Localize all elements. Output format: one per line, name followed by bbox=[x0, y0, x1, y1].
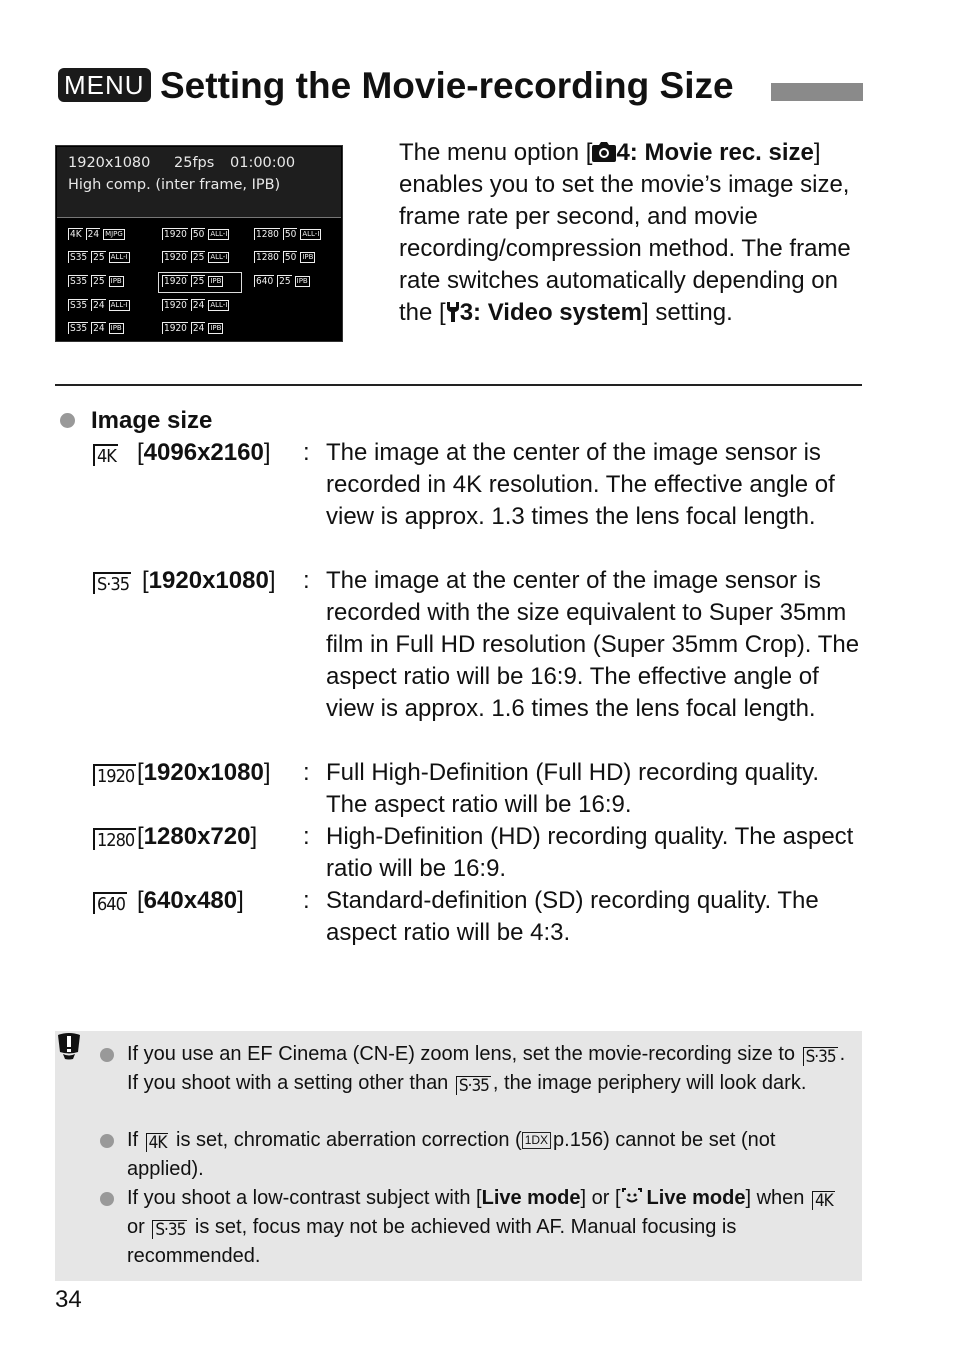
screen-time: 01:00:00 bbox=[230, 155, 296, 171]
size-label: [640x480] bbox=[137, 887, 244, 914]
face-detection-icon bbox=[621, 1188, 643, 1206]
intro-text: ] setting. bbox=[642, 299, 733, 326]
caution-icon bbox=[54, 1032, 84, 1060]
rate-icon: 24 bbox=[192, 323, 205, 334]
separator: : bbox=[303, 759, 310, 786]
size-4k-icon: 4K bbox=[812, 1191, 835, 1210]
rate-icon: 25 bbox=[279, 276, 291, 287]
option-4k-24-mjpg[interactable] bbox=[68, 228, 125, 240]
option-s35-24-alli[interactable] bbox=[68, 299, 130, 311]
intro-video-system: 3: Video system bbox=[459, 299, 643, 326]
screen-info-panel bbox=[57, 147, 341, 218]
rate-icon: 50 bbox=[284, 252, 297, 263]
option-s35-25-alli[interactable] bbox=[68, 251, 130, 263]
intro-text: ] enables you to set the movie’s image size, frame rate per second, and movie recording/compression method. The frame rate switches automatically depending on the [ bbox=[399, 139, 851, 326]
size-icon: 1920 bbox=[164, 229, 187, 240]
compression-icon: IPB bbox=[110, 276, 122, 285]
screen-resolution: 1920x1080 bbox=[68, 155, 151, 171]
screen-fps: 25fps bbox=[174, 155, 215, 171]
section-divider bbox=[55, 384, 862, 386]
bullet-icon bbox=[100, 1192, 114, 1206]
size-s35-icon: S·35 bbox=[803, 1047, 838, 1066]
rate-icon: 25 bbox=[192, 276, 205, 287]
rate-icon: 24 bbox=[87, 229, 100, 240]
size-640-icon: 640 bbox=[93, 892, 127, 914]
page-reference-icon: 1DX bbox=[522, 1132, 551, 1149]
size-icon: 1920 bbox=[164, 276, 187, 287]
size-label: [1280x720] bbox=[137, 823, 258, 850]
rate-icon: 24 bbox=[93, 300, 105, 311]
page-title: Setting the Movie-recording Size bbox=[160, 65, 734, 106]
compression-icon: ALL-I bbox=[210, 300, 228, 309]
rate-icon: 24 bbox=[93, 323, 105, 334]
intro-paragraph bbox=[399, 137, 861, 329]
compression-icon: ALL-I bbox=[210, 252, 228, 261]
screen-compression: High comp. (inter frame, IPB) bbox=[68, 177, 281, 193]
size-icon: S35 bbox=[70, 300, 88, 311]
separator: : bbox=[303, 887, 310, 914]
size-icon: S35 bbox=[70, 252, 88, 263]
menu-badge: MENU bbox=[58, 68, 151, 102]
option-1920-25-alli[interactable] bbox=[162, 251, 229, 263]
title-decoration-bar bbox=[771, 83, 863, 101]
separator: : bbox=[303, 823, 310, 850]
intro-text: The menu option [ bbox=[399, 139, 593, 166]
size-icon: 1280 bbox=[256, 252, 279, 263]
size-icon: 1920 bbox=[164, 323, 187, 334]
size-description: High-Definition (HD) recording quality. The aspect ratio will be 16:9. bbox=[326, 823, 854, 882]
caution-item-2: If 4K is set, chromatic aberration correction ( 1DX p.156) cannot be set (not applied). bbox=[127, 1129, 776, 1180]
size-description: The image at the center of the image sensor is recorded in 4K resolution. The effective angle of view is approx. 1.3 times the lens focal length. bbox=[326, 439, 835, 530]
wrench-icon bbox=[446, 302, 460, 322]
size-label: [1920x1080] bbox=[142, 567, 276, 594]
option-s35-24-ipb[interactable] bbox=[68, 322, 124, 334]
size-description: Standard-definition (SD) recording quality. The aspect ratio will be 4:3. bbox=[326, 887, 819, 946]
size-s35-icon: S·35 bbox=[93, 572, 131, 594]
size-description: Full High-Definition (Full HD) recording quality. The aspect ratio will be 16:9. bbox=[326, 759, 820, 818]
bullet-icon bbox=[60, 413, 75, 428]
bullet-icon bbox=[100, 1134, 114, 1148]
size-icon: S35 bbox=[70, 276, 88, 287]
size-icon: 1920 bbox=[164, 300, 187, 311]
compression-icon: ALL-I bbox=[302, 229, 320, 238]
intro-menu-option: 4: Movie rec. size bbox=[616, 139, 814, 166]
option-s35-25-ipb[interactable] bbox=[68, 275, 124, 287]
rate-icon: 24 bbox=[192, 300, 205, 311]
compression-icon: ALL-I bbox=[210, 229, 228, 238]
compression-icon: IPB bbox=[296, 276, 308, 285]
separator: : bbox=[303, 567, 310, 594]
size-1920-icon: 1920 bbox=[93, 764, 136, 786]
compression-icon: IPB bbox=[210, 323, 222, 332]
size-1280-icon: 1280 bbox=[93, 828, 136, 850]
option-640-25-ipb[interactable] bbox=[254, 275, 310, 287]
size-description: The image at the center of the image sensor is recorded with the size equivalent to Super 35mm film in Full HD resolution (Super 35mm Crop). The aspect ratio will be 16:9. The effective angle of view is approx. 1.6 times the lens focal length. bbox=[326, 567, 860, 722]
size-s35-icon: S·35 bbox=[456, 1076, 491, 1095]
size-icon: 1280 bbox=[256, 229, 279, 240]
page-number: 34 bbox=[55, 1286, 82, 1313]
option-1920-50-alli[interactable] bbox=[162, 228, 229, 240]
option-1280-50-alli[interactable] bbox=[254, 228, 321, 240]
option-1920-24-ipb[interactable] bbox=[162, 322, 223, 334]
size-label: [1920x1080] bbox=[137, 759, 271, 786]
option-1920-25-ipb[interactable] bbox=[162, 275, 223, 287]
rate-icon: 25 bbox=[93, 252, 105, 263]
size-icon: 1920 bbox=[164, 252, 187, 263]
rate-icon: 25 bbox=[192, 252, 205, 263]
compression-icon: IPB bbox=[302, 252, 314, 261]
compression-icon: ALL-I bbox=[110, 252, 128, 261]
camera-icon bbox=[592, 142, 616, 162]
size-4k-icon: 4K bbox=[146, 1133, 169, 1152]
compression-icon: IPB bbox=[110, 323, 122, 332]
rate-icon: 50 bbox=[192, 229, 205, 240]
rate-icon: 25 bbox=[93, 276, 105, 287]
size-icon: 4K bbox=[70, 229, 82, 240]
compression-icon: MJPG bbox=[105, 229, 123, 238]
compression-icon: IPB bbox=[210, 276, 222, 285]
size-label: [4096x2160] bbox=[137, 439, 271, 466]
size-icon: S35 bbox=[70, 323, 88, 334]
bullet-icon bbox=[100, 1048, 114, 1062]
separator: : bbox=[303, 439, 310, 466]
size-4k-icon: 4K bbox=[93, 444, 118, 466]
option-1920-24-alli[interactable] bbox=[162, 299, 229, 311]
option-1280-50-ipb[interactable] bbox=[254, 251, 315, 263]
caution-item-3: If you shoot a low-contrast subject with [Live mode] or [ Live mode] when 4K or S·35 is set, focus may not be achieved with AF. Manual focusing is recommended. bbox=[127, 1187, 833, 1267]
size-icon: 640 bbox=[256, 276, 274, 287]
movie-size-screen bbox=[55, 145, 343, 342]
rate-icon: 50 bbox=[284, 229, 297, 240]
compression-icon: ALL-I bbox=[110, 300, 128, 309]
size-s35-icon: S·35 bbox=[152, 1220, 187, 1239]
section-title: Image size bbox=[91, 407, 213, 434]
caution-item-1: If you use an EF Cinema (CN-E) zoom lens, set the movie-recording size to S·35 . If you shoot with a setting other than S·35 , the image periphery will look dark. bbox=[127, 1043, 846, 1096]
